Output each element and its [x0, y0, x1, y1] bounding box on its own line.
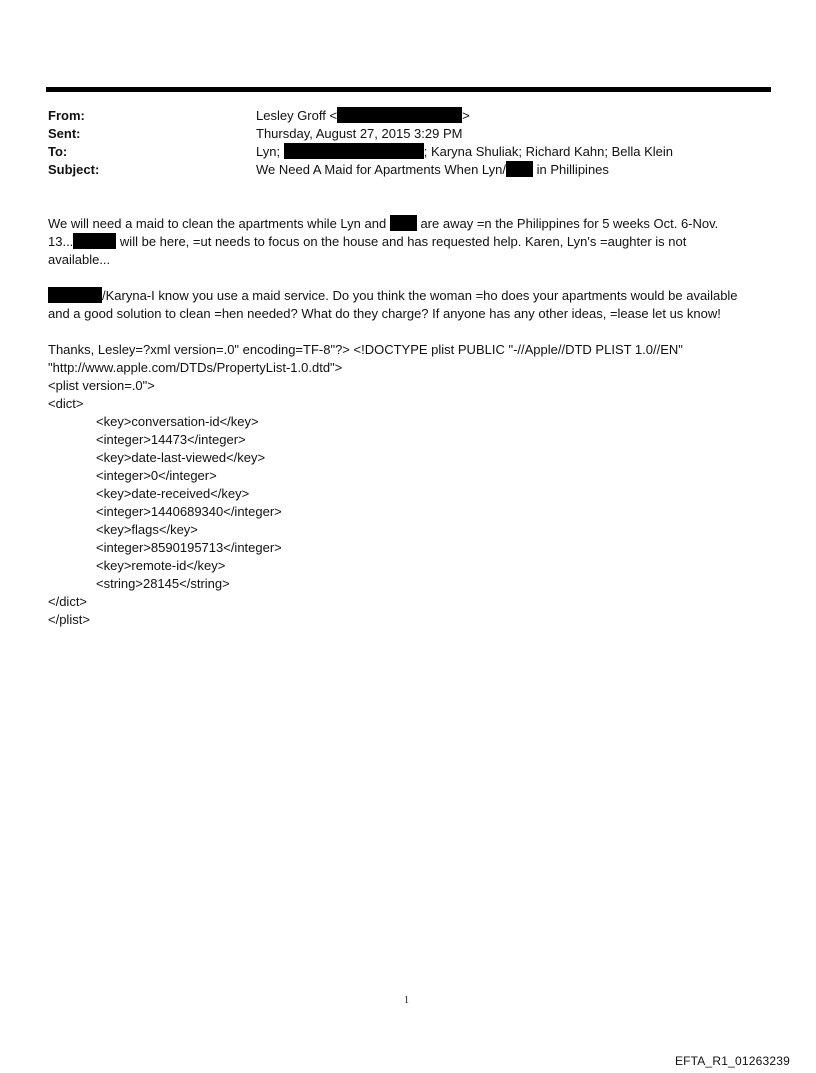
- subject-end: in Phillipines: [536, 162, 609, 177]
- from-value: [256, 107, 470, 125]
- to-rest: ; Karyna Shuliak; Richard Kahn; Bella Klein: [423, 144, 674, 159]
- plist-line: <string>28145</string>: [96, 576, 230, 591]
- plist-line: <integer>1440689340</integer>: [96, 504, 282, 519]
- plist-line: <key>date-last-viewed</key>: [96, 450, 266, 465]
- document-id: EFTA_R1_01263239: [674, 1054, 790, 1068]
- subject-start: We Need A Maid for Apartments When Lyn/: [256, 162, 507, 177]
- body-text: are away =n the Philippines for 5 weeks Oct. 6-Nov.: [420, 216, 719, 231]
- plist-line: <key>flags</key>: [96, 522, 198, 537]
- plist-line: <key>conversation-id</key>: [96, 414, 259, 429]
- body-line: and a good solution to clean =hen needed? What do they charge? If anyone has any other ideas, =lease let us know!: [48, 306, 721, 321]
- plist-line: <plist version=.0">: [48, 378, 155, 393]
- to-first: Lyn;: [256, 144, 281, 159]
- plist-line: <dict>: [48, 396, 84, 411]
- body-text: 13...: [48, 234, 74, 249]
- to-label: To:: [48, 144, 68, 159]
- plist-line: </dict>: [48, 594, 88, 609]
- body-line: [48, 233, 686, 251]
- body-text: will be here, =ut needs to focus on the house and has requested help. Karen, Lyn's =aughter is not: [119, 234, 687, 249]
- body-line: Thanks, Lesley=?xml version=.0" encoding=TF-8"?> <!DOCTYPE plist PUBLIC "-//Apple//DTD PLIST 1.0//EN": [48, 342, 683, 357]
- redaction-block: [337, 107, 462, 123]
- page-number: 1: [404, 995, 409, 1006]
- header-rule: [46, 87, 771, 92]
- redaction-block: [284, 143, 424, 159]
- redaction-block: [506, 161, 533, 177]
- body-text: /Karyna-I know you use a maid service. Do you think the woman =ho does your apartments would be available: [102, 288, 738, 303]
- body-line: "http://www.apple.com/DTDs/PropertyList-1.0.dtd">: [48, 360, 343, 375]
- sent-value: Thursday, August 27, 2015 3:29 PM: [256, 126, 463, 141]
- plist-line: <key>date-received</key>: [96, 486, 250, 501]
- from-bracket: >: [462, 108, 470, 123]
- from-name: Lesley Groff <: [256, 108, 338, 123]
- redaction-block: [390, 215, 417, 231]
- from-label: From:: [48, 108, 85, 123]
- to-value: [256, 143, 673, 161]
- body-line: [48, 215, 718, 233]
- plist-line: <integer>14473</integer>: [96, 432, 246, 447]
- plist-line: </plist>: [48, 612, 90, 627]
- subject-value: [256, 161, 609, 179]
- plist-line: <key>remote-id</key>: [96, 558, 226, 573]
- body-text: We will need a maid to clean the apartments while Lyn and: [48, 216, 387, 231]
- plist-line: <integer>0</integer>: [96, 468, 217, 483]
- sent-label: Sent:: [48, 126, 81, 141]
- subject-label: Subject:: [48, 162, 100, 177]
- body-line: available...: [48, 252, 111, 267]
- redaction-block: [73, 233, 116, 249]
- plist-line: <integer>8590195713</integer>: [96, 540, 282, 555]
- body-line: [48, 287, 738, 305]
- redaction-block: [48, 287, 102, 303]
